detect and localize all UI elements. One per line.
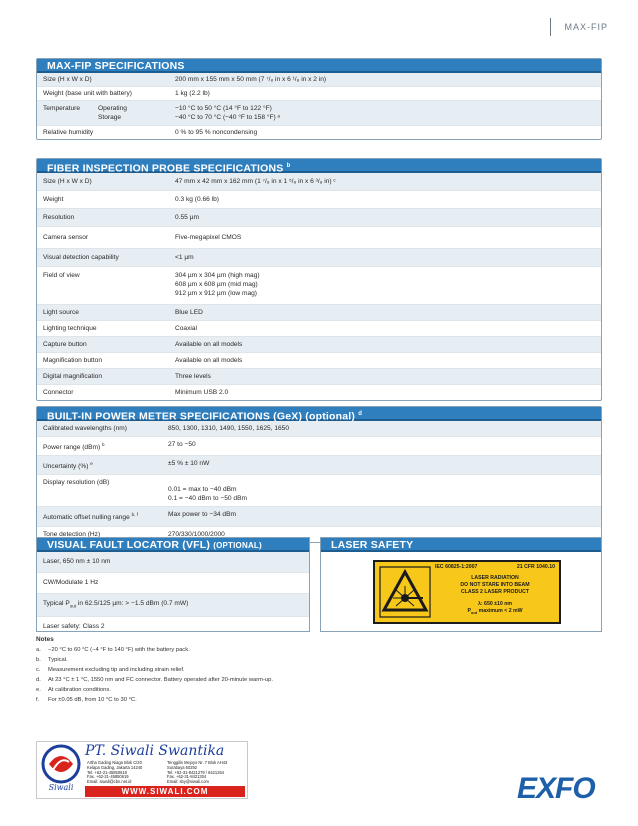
spec-row: Uncertainty (%) $^e$ ±5 % ± 10 nW xyxy=(37,456,601,475)
spec-row: Calibrated wavelengths (nm) 850, 1300, 1310, 1490, 1550, 1625, 1650 xyxy=(37,421,601,437)
spec-row: Weight 0.3 kg (0.66 lb) xyxy=(37,191,601,209)
exfo-logo: EXFO xyxy=(517,772,595,805)
spec-row: Automatic offset nulling range $^{b, f}$ Max power to −34 dBm xyxy=(37,507,601,526)
note-item: c. Measurement excluding tip and including strain relief. xyxy=(36,667,185,673)
section-title: LASER SAFETY xyxy=(321,538,601,552)
spec-row: Typical $P_{out}$ in 62.5/125 µm: > −1.5 dBm (0.7 mW) xyxy=(37,594,309,617)
distributor-addresses: Artha Gading Niaga Blok C/20 Kelapa Gading, Jakarta 14240 Tel. +62-21-45850618 Fax. +62-21-45850619 Email: siwali@cbn.net.id Tenggilis Mejoyo Nr. 7 Blok AH43 Surabaya 60292 Tel. +62-31-8421279 / 8421264 Fax. +62-31-8421304 Email: sby@siwali.com xyxy=(87,760,228,785)
maxfip-spec-section xyxy=(36,58,602,140)
notes-title: Notes xyxy=(36,636,54,643)
distributor-website-link[interactable]: WWW.SIWALI.COM xyxy=(85,786,245,797)
note-item: d. At 23 °C ± 1 °C, 1550 nm and FC connector. Battery operated after 20-minute warm-up. xyxy=(36,677,273,683)
doc-tag: MAX-FIP xyxy=(564,22,608,32)
spec-row: Resolution 0.55 µm xyxy=(37,209,601,227)
spec-row: Connector Minimum USB 2.0 xyxy=(43,389,229,396)
section-title: MAX-FIP SPECIFICATIONS xyxy=(37,59,601,73)
probe-spec-section xyxy=(36,158,602,401)
spec-row: Weight (base unit with battery) 1 kg (2.2 lb) xyxy=(37,87,601,101)
spec-row: Camera sensor Five-megapixel CMOS xyxy=(37,227,601,249)
section-title: BUILT-IN POWER METER SPECIFICATIONS (GeX) (optional) $^d$ xyxy=(37,407,601,421)
spec-row: Size (H x W x D) 200 mm x 155 mm x 50 mm (7 ⁷/₈ in x 6 ¹/₈ in x 2 in) xyxy=(37,73,601,87)
spec-row: Size (H x W x D) 47 mm x 42 mm x 162 mm (1 ⁷/₈ in x 1 ⁵/₈ in x 6 ³/₈ in) ᶜ xyxy=(37,173,601,191)
siwali-logo-icon: Siwali xyxy=(39,744,83,796)
spec-row: CW/Modulate 1 Hz xyxy=(37,573,309,594)
spec-row: Tone detection (Hz) 270/330/1000/2000 xyxy=(43,530,225,538)
header-divider xyxy=(550,18,551,36)
laser-warning-label: IEC 60825-1:2007 21 CFR 1040.10 LASER RADIATION DO NOT STARE INTO BEAM CLASS 2 LASER PRODUCT λ: 650 ±10 nm $P_{out}$ maximum < 2 mW xyxy=(373,560,561,624)
note-item: a. −20 °C to 60 °C (−4 °F to 140 °F) with the battery pack. xyxy=(36,647,190,653)
spec-row: Display resolution (dB) 0.01 = max to −40 dBm 0.1 = −40 dBm to −50 dBm xyxy=(37,475,601,507)
spec-row: Capture button Available on all models xyxy=(37,337,601,353)
spec-row: Laser, 650 nm ± 10 nm xyxy=(37,552,309,573)
note-item: b. Typical. xyxy=(36,657,68,663)
note-item: f. For ±0.05 dB, from 10 °C to 30 °C. xyxy=(36,697,137,703)
spec-row: Magnification button Available on all models xyxy=(37,353,601,369)
spec-row: Field of view 304 µm x 304 µm (high mag) 608 µm x 608 µm (mid mag) 912 µm x 912 µm (low mag) xyxy=(37,267,601,305)
section-title: VISUAL FAULT LOCATOR (VFL) (OPTIONAL) xyxy=(37,538,309,552)
laser-warning-icon xyxy=(379,566,431,618)
distributor-name: PT. Siwali Swantika xyxy=(85,743,225,759)
spec-row: Visual detection capability <1 µm xyxy=(37,249,601,267)
spec-row: Laser safety: Class 2 xyxy=(43,623,105,631)
laser-safety-section xyxy=(320,537,602,632)
distributor-banner xyxy=(36,741,248,799)
notes-section xyxy=(36,635,602,705)
vfl-spec-section xyxy=(36,537,310,632)
spec-row: Power range (dBm) $^b$ 27 to −50 xyxy=(37,437,601,456)
power-meter-spec-section xyxy=(36,406,602,543)
section-title: FIBER INSPECTION PROBE SPECIFICATIONS $^b$ xyxy=(37,159,601,173)
note-item: e. At calibration conditions. xyxy=(36,687,111,693)
spec-row: Light source Blue LED xyxy=(37,305,601,321)
spec-row: Digital magnification Three levels xyxy=(37,369,601,385)
spec-row: Relative humidity 0 % to 95 % noncondensing xyxy=(43,129,258,136)
spec-row: Lighting technique Coaxial xyxy=(37,321,601,337)
spec-row: Temperature Operating Storage −10 °C to 50 °C (14 °F to 122 °F) −40 °C to 70 °C (−40 °F to 158 °F) ᵃ xyxy=(37,101,601,126)
